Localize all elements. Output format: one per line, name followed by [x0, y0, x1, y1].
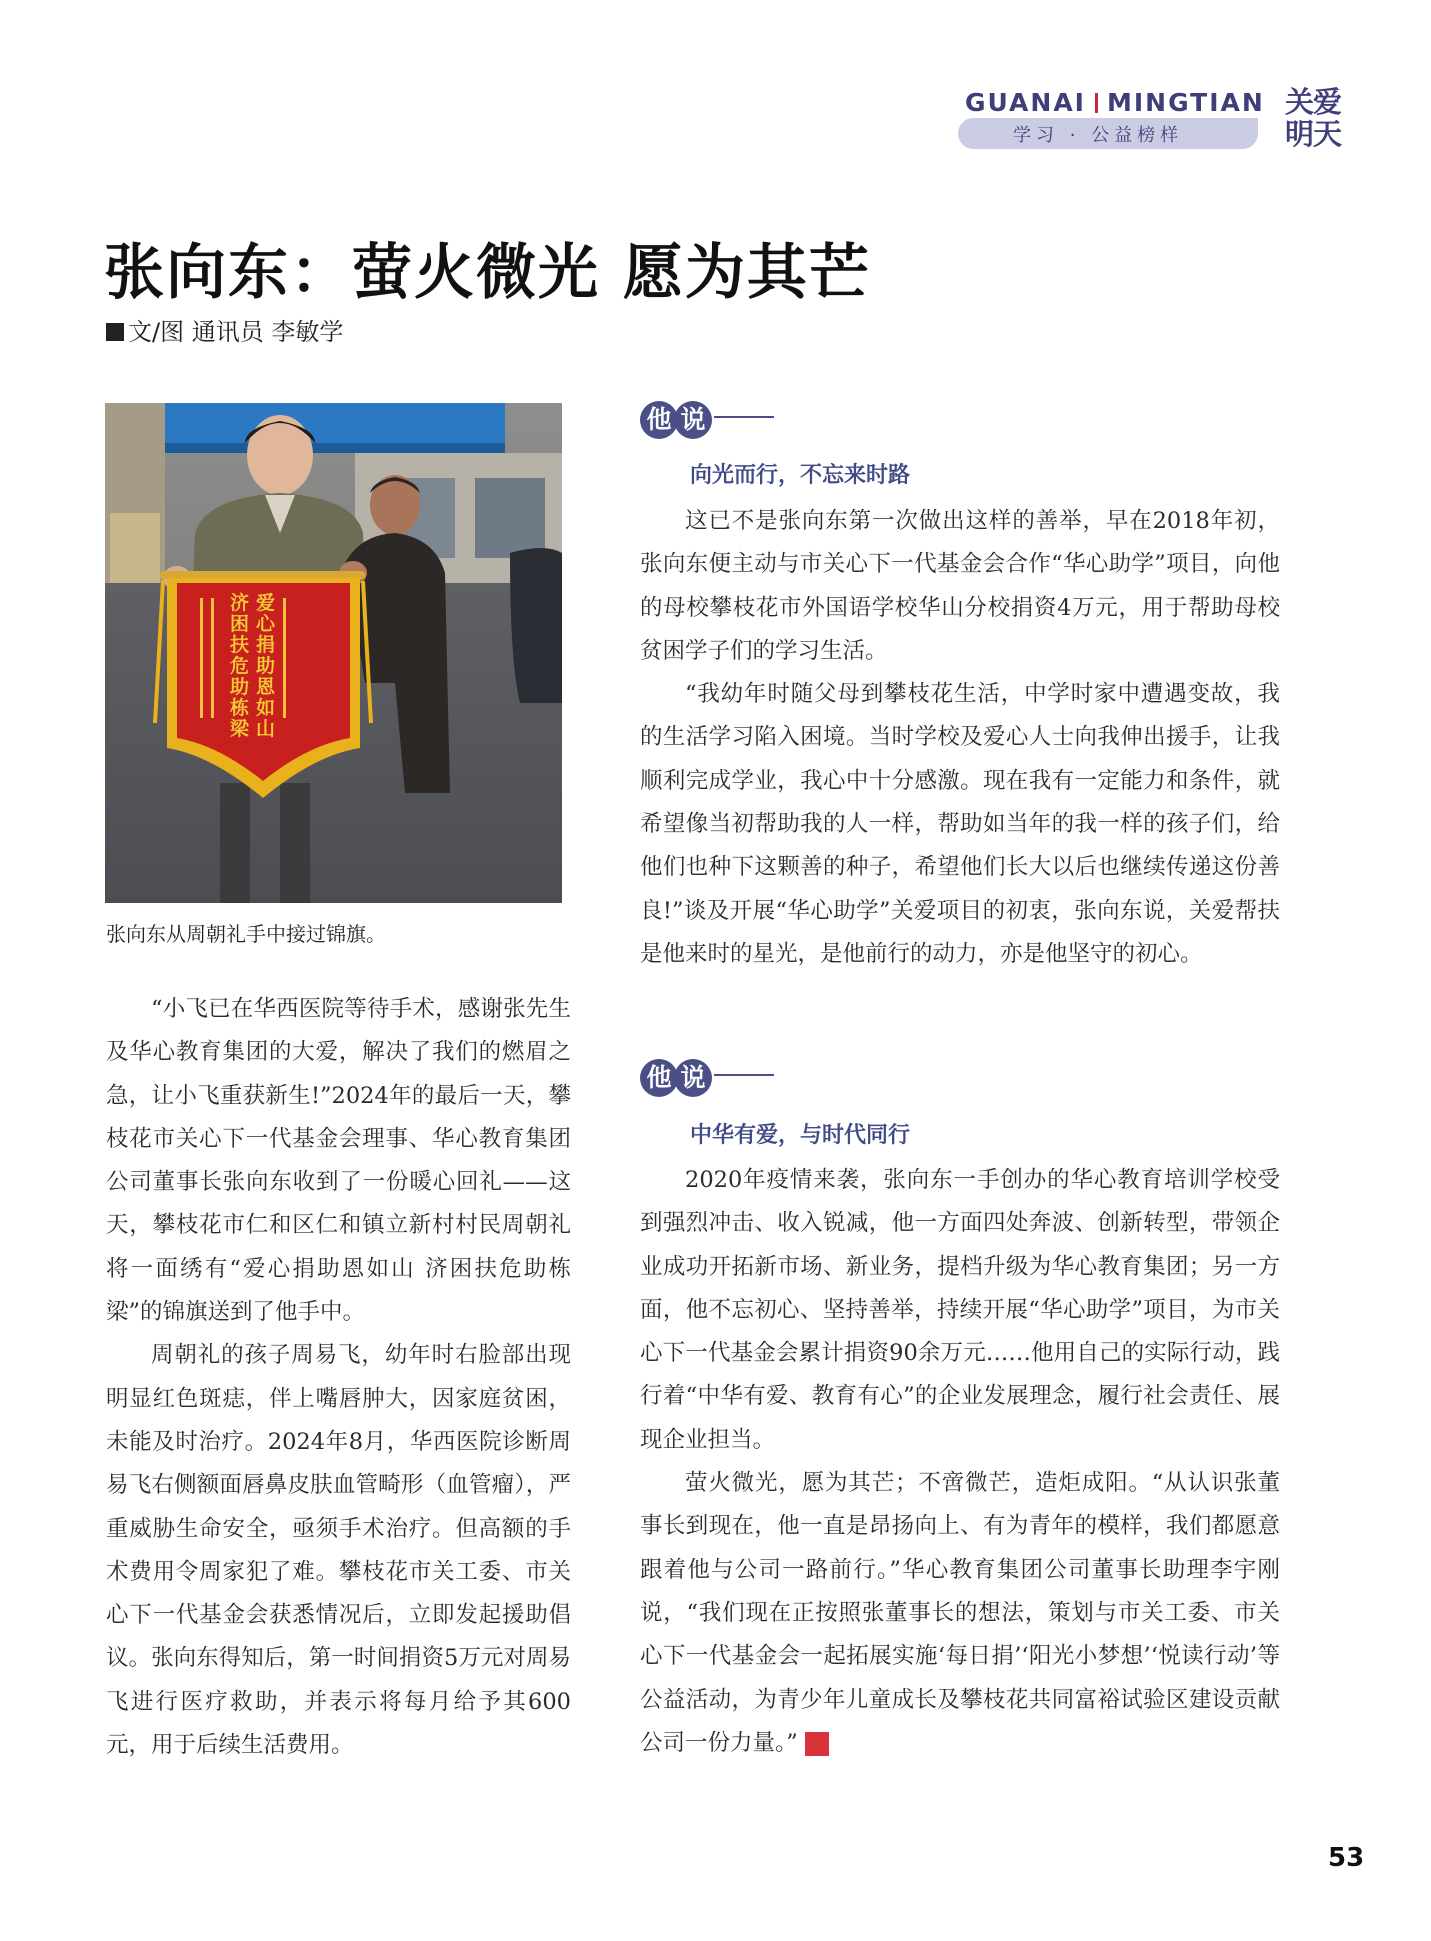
- left-paragraph-2: 周朝礼的孩子周易飞，幼年时右脸部出现明显红色斑痣，伴上嘴唇肿大，因家庭贫困，未能及时治疗。2024年8月，华西医院诊断周易飞右侧额面唇鼻皮肤血管畸形（血管瘤），严重威胁生命安全，亟须手术治疗。但高额的手术费用令周家犯了难。攀枝花市关工委、市关心下一代基金会获悉情况后，立即发起援助倡议。张向东得知后，第一时间捐资5万元对周易飞进行医疗救助，并表示将每月给予其600元，用于后续生活费用。: [106, 1342, 571, 1759]
- banner-character: 助: [256, 655, 276, 677]
- section2-body: [640, 1159, 1280, 1765]
- section1-subtitle: 向光而行，不忘来时路: [690, 463, 911, 488]
- section1-badge-ta: 他: [640, 401, 678, 439]
- masthead-en-right: MINGTIAN: [1106, 88, 1265, 117]
- banner-character: 助: [230, 676, 250, 698]
- masthead-en-left: GUANAI: [965, 88, 1086, 117]
- photo-caption: 张向东从周朝礼手中接过锦旗。: [106, 922, 386, 946]
- left-column-body: [106, 988, 571, 1767]
- section2-badge-ta: 他: [640, 1059, 678, 1097]
- section1-badge: [640, 401, 900, 445]
- article-title: 张向东：萤火微光 愿为其芒: [104, 238, 871, 308]
- banner-character: 心: [256, 613, 276, 635]
- section2-badge-shuo: 说: [674, 1059, 712, 1097]
- section2-paragraph-2-text: 萤火微光，愿为其芒；不啻微芒，造炬成阳。“从认识张董事长到现在，他一直是昂扬向上、有为青年的模样，我们都愿意跟着他与公司一路前行。”华心教育集团公司董事长助理李宇刚说，“我们现在正按照张董事长的想法，策划与市关工委、市关心下一代基金会一起拓展实施‘每日捐’‘阳光小梦想’‘悦读行动’等公益活动，为青少年儿童成长及攀枝花共同富裕试验区建设贡献公司一份力量。”: [640, 1470, 1280, 1756]
- section2-badge: [640, 1059, 900, 1103]
- masthead-subtitle-pill: [958, 118, 1258, 149]
- banner-character: 梁: [230, 718, 250, 740]
- person-face: [247, 415, 313, 495]
- byline-square-icon: [106, 323, 124, 341]
- section2-subtitle: 中华有爱，与时代同行: [690, 1123, 911, 1148]
- banner-character: 山: [256, 718, 276, 740]
- banner-character: 扶: [230, 634, 250, 656]
- banner-character: 济: [230, 592, 250, 614]
- byline: [106, 312, 343, 347]
- banner-character: 恩: [256, 676, 276, 698]
- article-photo: [105, 403, 562, 903]
- masthead-logo: 关爱明天: [1285, 85, 1342, 151]
- section2-paragraph-2: [640, 1462, 1280, 1765]
- masthead-english: [965, 88, 1265, 117]
- left-paragraph-1: “小飞已在华西医院等待手术，感谢张先生及华心教育集团的大爱，解决了我们的燃眉之急，让小飞重获新生!”2024年的最后一天，攀枝花市关心下一代基金会理事、华心教育集团公司董事长张向东收到了一份暖心回礼——这天，攀枝花市仁和区仁和镇立新村村民周朝礼将一面绣有“爱心捐助恩如山 济困扶危助栋梁”的锦旗送到了他手中。: [106, 996, 571, 1326]
- section2-paragraph-1: 2020年疫情来袭，张向东一手创办的华心教育培训学校受到强烈冲击、收入锐减，他一方面四处奔波、创新转型，带领企业成功开拓新市场、新业务，提档升级为华心教育集团；另一方面，他不忘初心、坚持善举，持续开展“华心助学”项目，为市关心下一代基金会累计捐资90余万元……他用自己的实际行动，践行着“中华有爱、教育有心”的企业发展理念，履行社会责任、展现企业担当。: [640, 1167, 1280, 1453]
- banner-line-1: [256, 591, 276, 740]
- section1-body: [640, 500, 1280, 976]
- page-number: 53: [1328, 1843, 1365, 1873]
- banner-character: 栋: [230, 697, 250, 719]
- section1-badge-rule: [714, 416, 774, 418]
- banner-character: 捐: [256, 634, 276, 656]
- banner-character: 爱: [256, 592, 276, 614]
- section2-badge-rule: [714, 1074, 774, 1076]
- banner-character: 困: [230, 613, 250, 635]
- article-end-mark: 关: [805, 1732, 829, 1756]
- banner-line-2: [230, 591, 250, 740]
- masthead-separator: [1095, 93, 1098, 113]
- byline-text: 文/图 通讯员 李敏学: [128, 318, 344, 346]
- section1-paragraph-1: 这已不是张向东第一次做出这样的善举，早在2018年初，张向东便主动与市关心下一代基金会合作“华心助学”项目，向他的母校攀枝花市外国语学校华山分校捐资4万元，用于帮助母校贫困学子们的学习生活。: [640, 508, 1280, 664]
- photo-illustration: [105, 403, 562, 903]
- masthead-subtitle: 学习 · 公益榜样: [1013, 125, 1184, 146]
- section1-badge-shuo: 说: [674, 401, 712, 439]
- banner-character: 危: [230, 655, 250, 677]
- banner-character: 如: [256, 697, 276, 719]
- section1-paragraph-2: “我幼年时随父母到攀枝花生活，中学时家中遭遇变故，我的生活学习陷入困境。当时学校及爱心人士向我伸出援手，让我顺利完成学业，我心中十分感激。现在我有一定能力和条件，就希望像当初帮助我的人一样，帮助如当年的我一样的孩子们，给他们也种下这颗善的种子，希望他们长大以后也继续传递这份善良!”谈及开展“华心助学”关爱项目的初衷，张向东说，关爱帮扶是他来时的星光，是他前行的动力，亦是他坚守的初心。: [640, 681, 1280, 967]
